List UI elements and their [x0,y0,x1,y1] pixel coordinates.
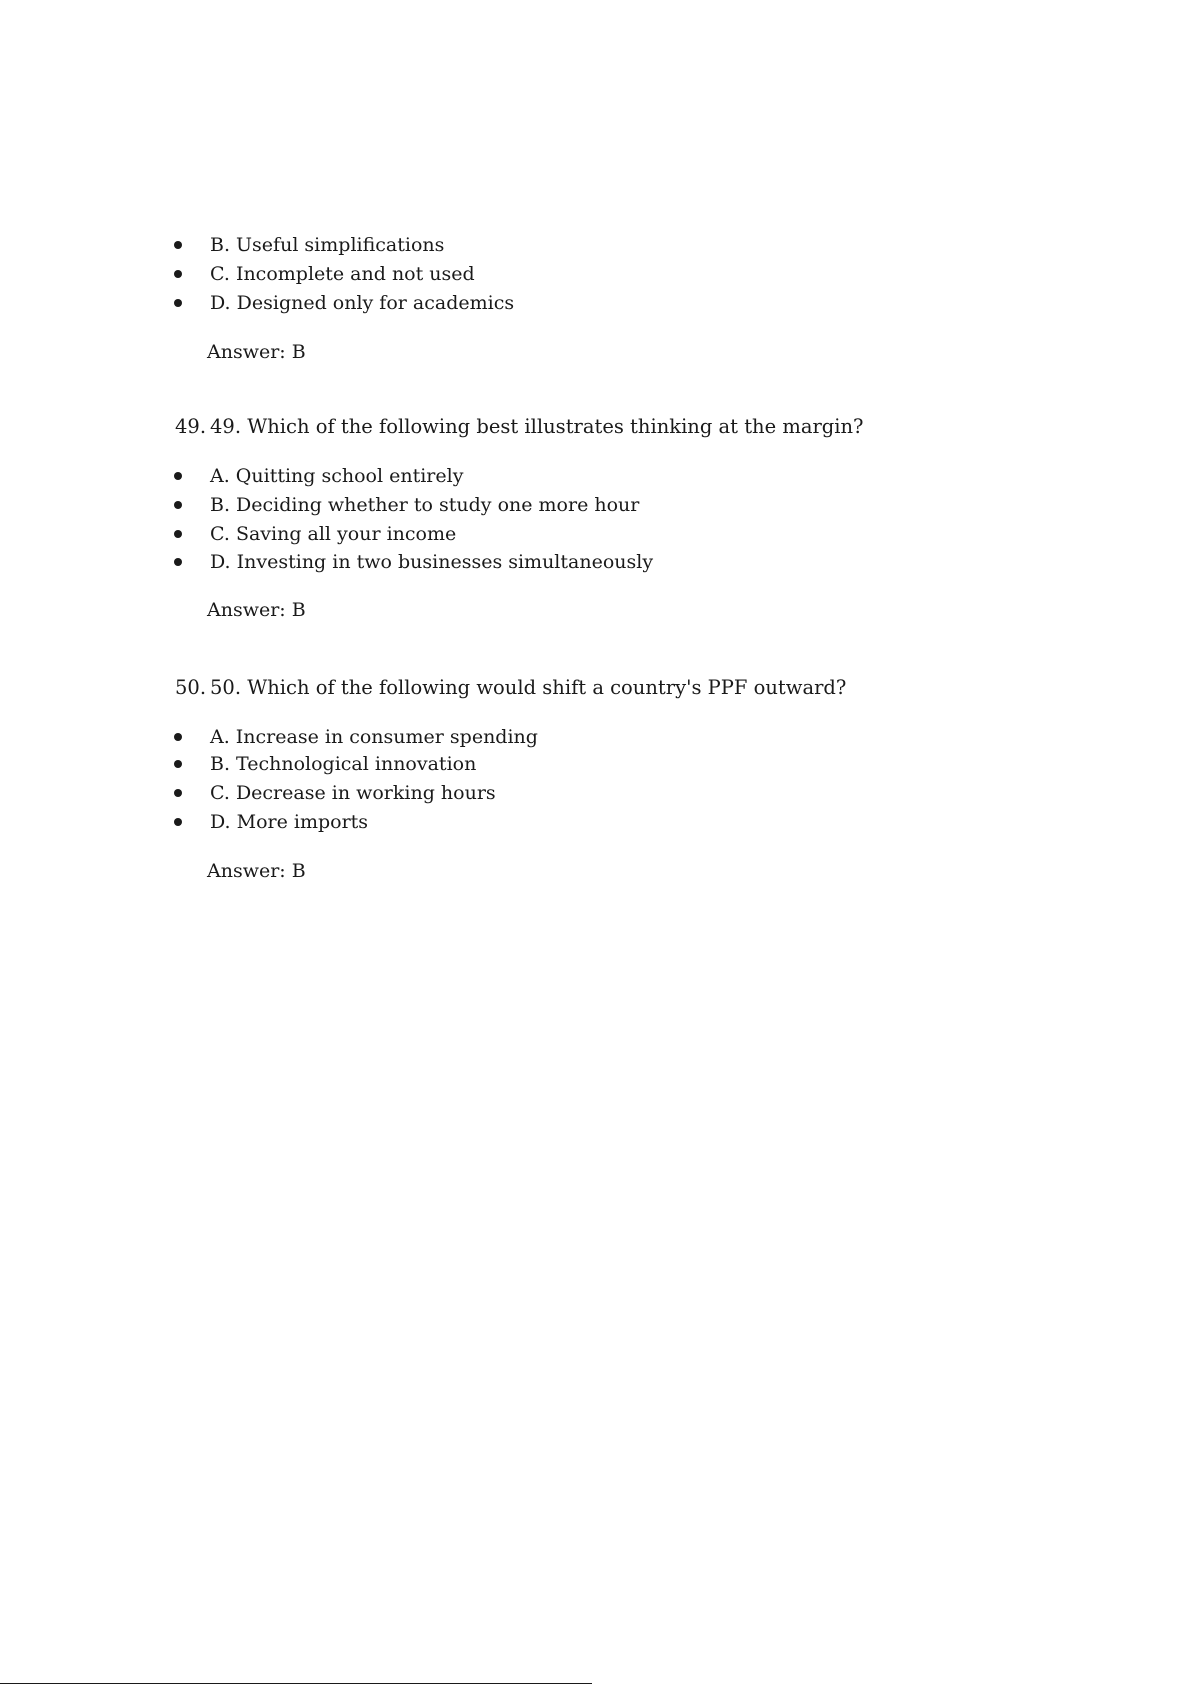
option-text: B. Deciding whether to study one more hour [210,494,640,516]
bullet-icon [174,789,182,797]
question-text: 50. Which of the following would shift a country's PPF outward? [210,676,847,699]
option-text: C. Incomplete and not used [210,263,475,285]
answer-line: Answer: B [207,860,306,882]
option-text: A. Quitting school entirely [210,465,464,487]
option-text: D. Investing in two businesses simultaneously [210,551,654,573]
bullet-icon [174,299,182,307]
bullet-icon [174,501,182,509]
option-text: C. Saving all your income [210,523,457,545]
answer-line: Answer: B [207,341,306,363]
option-text: C. Decrease in working hours [210,782,496,804]
bullet-icon [174,558,182,566]
bullet-icon [174,241,182,249]
bullet-icon [174,530,182,538]
option-text: D. Designed only for academics [210,292,515,314]
footnote-divider [0,1683,592,1684]
answer-line: Answer: B [207,599,306,621]
option-text: B. Useful simplifications [210,234,445,256]
option-text: B. Technological innovation [210,753,477,775]
bullet-icon [174,818,182,826]
option-text: D. More imports [210,811,369,833]
bullet-icon [174,270,182,278]
bullet-icon [174,472,182,480]
bullet-icon [174,733,182,741]
bullet-icon [174,760,182,768]
question-number: 49. [175,415,207,438]
question-number: 50. [175,676,207,699]
question-text: 49. Which of the following best illustrates thinking at the margin? [210,415,864,438]
option-text: A. Increase in consumer spending [210,726,538,748]
